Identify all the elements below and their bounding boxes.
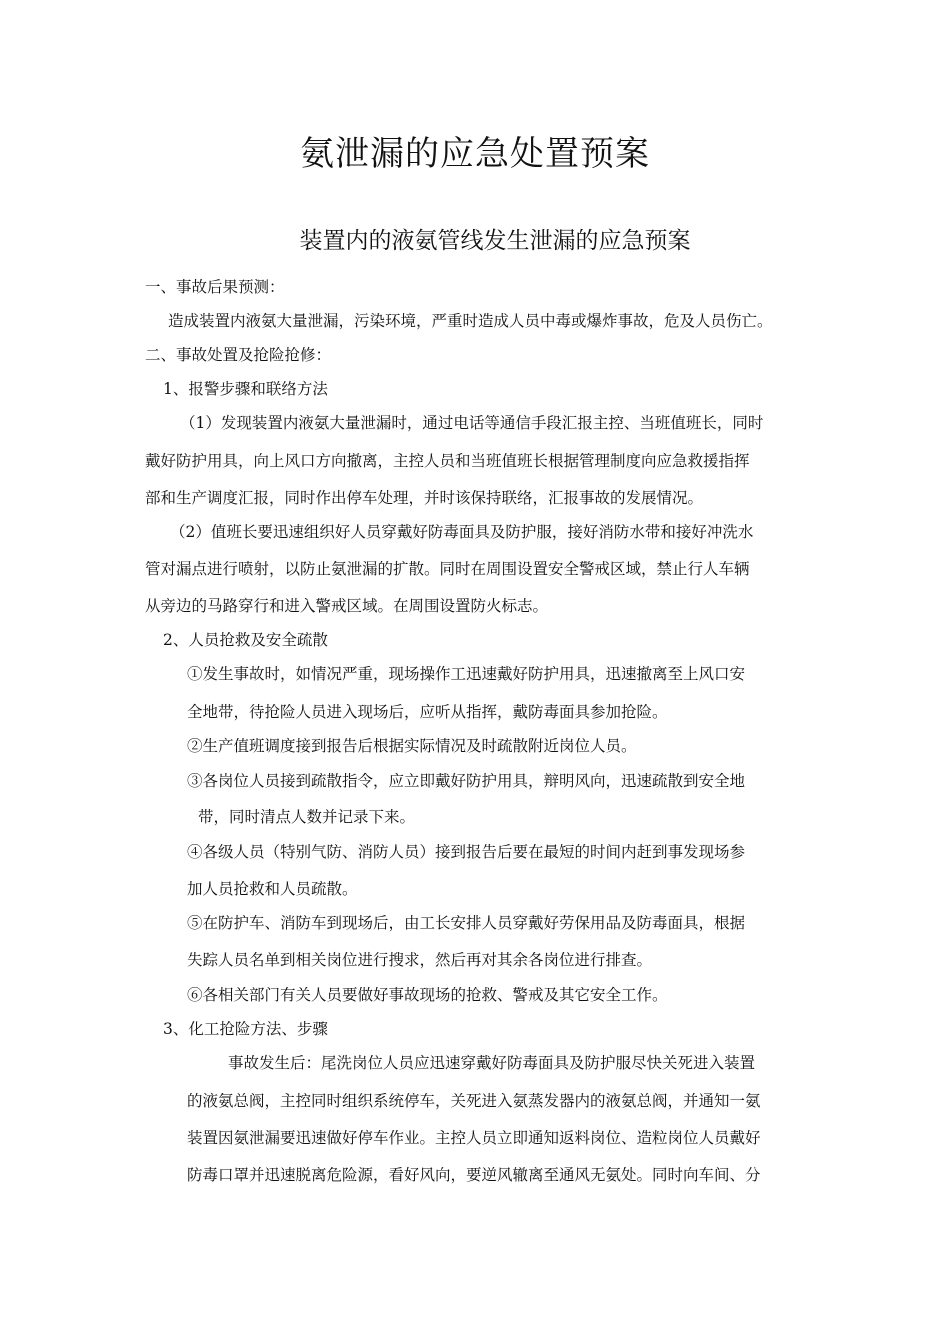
list-item-line: ⑤在防护车、消防车到现场后，由工长安排人员穿戴好劳保用品及防毒面具，根据	[187, 914, 746, 932]
paragraph-line: 从旁边的马路穿行和进入警戒区域。在周围设置防火标志。	[145, 597, 549, 615]
subsection-heading: 1、报警步骤和联络方法	[163, 380, 328, 398]
list-item-line: ④各级人员（特别气防、消防人员）接到报告后要在最短的时间内赶到事发现场参	[187, 843, 746, 861]
section-heading: 二、事故处置及抢险抢修：	[145, 346, 332, 364]
list-item-line: ②生产值班调度接到报告后根据实际情况及时疏散附近岗位人员。	[187, 737, 637, 755]
paragraph-line: （2）值班长要迅速组织好人员穿戴好防毒面具及防护服，接好消防水带和接好冲洗水	[170, 523, 754, 541]
list-item-line: ⑥各相关部门有关人员要做好事故现场的抢救、警戒及其它安全工作。	[187, 986, 668, 1004]
list-item-line: 失踪人员名单到相关岗位进行搜求，然后再对其余各岗位进行排查。	[187, 951, 653, 969]
paragraph-line: 部和生产调度汇报，同时作出停车处理，并时该保持联络，汇报事故的发展情况。	[145, 489, 704, 507]
list-item-line: 全地带，待抢险人员进入现场后，应听从指挥，戴防毒面具参加抢险。	[187, 703, 668, 721]
section-heading: 一、事故后果预测：	[145, 278, 285, 296]
paragraph-line: 管对漏点进行喷射，以防止氨泄漏的扩散。同时在周围设置安全警戒区域，禁止行人车辆	[145, 560, 750, 578]
list-item-line: ①发生事故时，如情况严重，现场操作工迅速戴好防护用具，迅速撤离至上风口安	[187, 665, 746, 683]
document-subtitle: 装置内的液氨管线发生泄漏的应急预案	[299, 228, 691, 254]
document-title: 氨泄漏的应急处置预案	[300, 134, 650, 174]
paragraph-line: 的液氨总阀，主控同时组织系统停车，关死进入氨蒸发器内的液氨总阀，并通知一氨	[187, 1092, 761, 1110]
list-item-line: ③各岗位人员接到疏散指令，应立即戴好防护用具，辩明风向，迅速疏散到安全地	[187, 772, 746, 790]
paragraph-line: 事故发生后：尾洗岗位人员应迅速穿戴好防毒面具及防护服尽快关死进入装置	[228, 1054, 756, 1072]
paragraph-line: 戴好防护用具，向上风口方向撤离，主控人员和当班值班长根据管理制度向应急救援指挥	[145, 452, 750, 470]
paragraph-line: 造成装置内液氨大量泄漏，污染环境，严重时造成人员中毒或爆炸事故，危及人员伤亡。	[168, 312, 773, 330]
paragraph-line: （1）发现装置内液氨大量泄漏时，通过电话等通信手段汇报主控、当班值班长，同时	[180, 414, 764, 432]
subsection-heading: 3、化工抢险方法、步骤	[163, 1020, 328, 1038]
subsection-heading: 2、人员抢救及安全疏散	[163, 631, 328, 649]
paragraph-line: 防毒口罩并迅速脱离危险源，看好风向，要逆风辙离至通风无氨处。同时向车间、分	[187, 1166, 761, 1184]
list-item-line: 加人员抢救和人员疏散。	[187, 880, 358, 898]
list-item-line: 带，同时清点人数并记录下来。	[198, 808, 416, 826]
paragraph-line: 装置因氨泄漏要迅速做好停车作业。主控人员立即通知返料岗位、造粒岗位人员戴好	[187, 1129, 761, 1147]
